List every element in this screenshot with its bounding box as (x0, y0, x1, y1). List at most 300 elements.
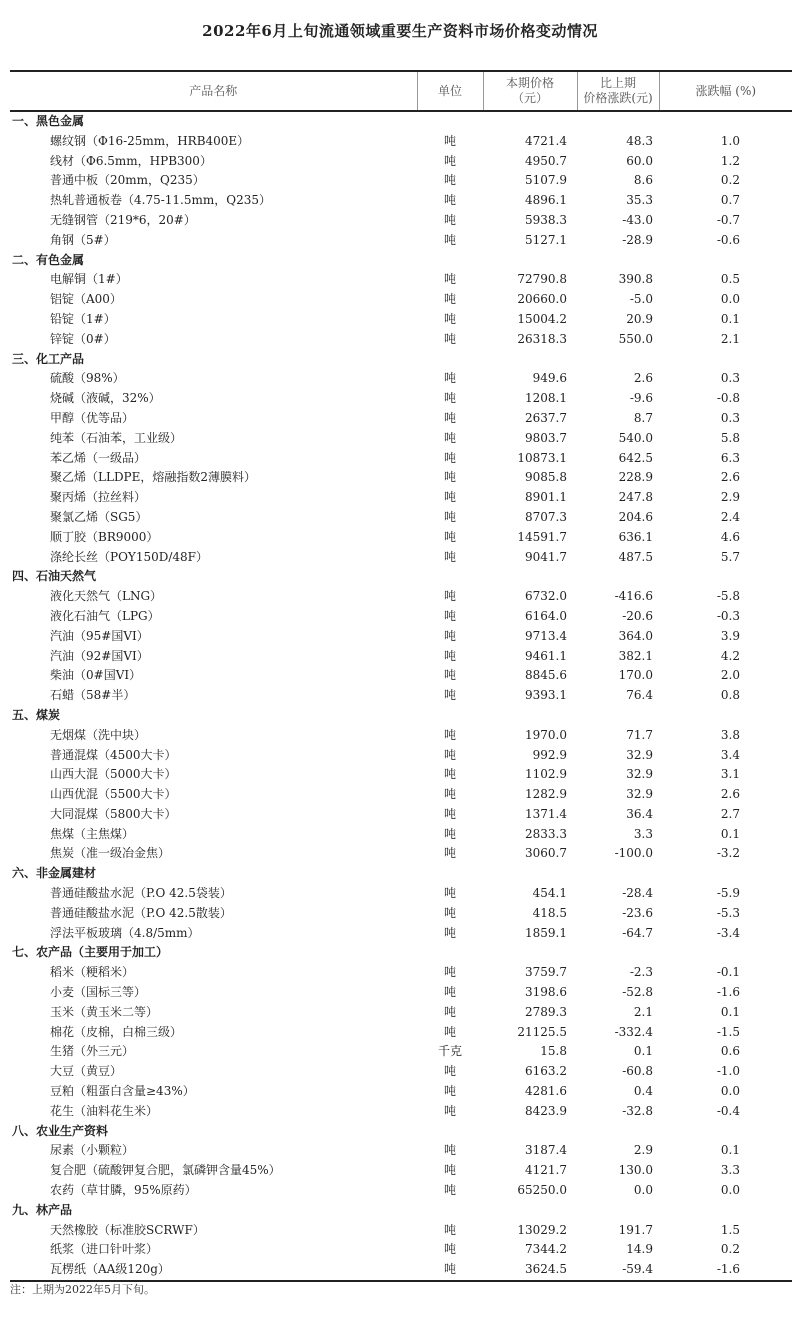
product-name: 锌锭（0#） (50, 331, 116, 346)
table-row (10, 1240, 792, 1260)
product-name: 焦炭（准一级冶金焦） (50, 846, 171, 861)
table-row (10, 1141, 792, 1161)
change-cell: 382.1 (618, 648, 653, 663)
table-row (10, 132, 792, 152)
price-cell: 2637.7 (525, 410, 567, 425)
product-name: 普通混煤（4500大卡） (50, 747, 177, 762)
price-cell: 9803.7 (525, 430, 567, 445)
table-row (10, 1082, 792, 1102)
table-header (10, 71, 792, 111)
table-row (10, 1003, 792, 1023)
unit-cell: 吨 (443, 450, 456, 465)
change-cell: 0.4 (633, 1084, 653, 1099)
unit-cell: 吨 (443, 490, 456, 505)
change-cell: 540.0 (618, 430, 653, 445)
change-cell: 36.4 (626, 806, 653, 821)
table-row (10, 468, 792, 488)
unit-cell: 吨 (443, 648, 456, 663)
price-cell: 20660.0 (517, 292, 567, 307)
change-cell: -60.8 (622, 1064, 653, 1079)
percent-cell: 2.7 (720, 806, 740, 821)
change-cell: -20.6 (622, 608, 653, 623)
percent-cell: 0.1 (720, 826, 740, 841)
table-row (10, 429, 792, 449)
price-cell: 4121.7 (525, 1163, 567, 1178)
product-name: 铝锭（A00） (50, 292, 122, 307)
table-row (10, 765, 792, 785)
change-cell: 0.1 (633, 1044, 653, 1059)
price-cell: 8845.6 (525, 668, 567, 683)
unit-cell: 吨 (443, 668, 456, 683)
price-cell: 6732.0 (525, 589, 567, 604)
unit-cell: 吨 (443, 628, 456, 643)
unit-cell: 吨 (443, 549, 456, 564)
percent-cell: 2.6 (720, 787, 740, 802)
product-name: 烧碱（液碱，32%） (50, 391, 161, 406)
price-cell: 6163.2 (525, 1064, 567, 1079)
percent-cell: 0.8 (720, 688, 740, 703)
price-table (10, 70, 792, 1282)
unit-cell: 吨 (443, 1064, 456, 1079)
change-cell: 60.0 (626, 153, 653, 168)
price-cell: 1970.0 (525, 727, 567, 742)
percent-cell: -3.4 (716, 925, 740, 940)
percent-cell: -0.8 (716, 391, 740, 406)
product-name: 天然橡胶（标准胶SCRWF） (50, 1222, 205, 1237)
price-cell: 454.1 (532, 886, 567, 901)
unit-cell: 吨 (443, 965, 456, 980)
percent-cell: 3.3 (720, 1163, 740, 1178)
percent-cell: 0.0 (720, 292, 740, 307)
change-cell: -43.0 (622, 212, 653, 227)
product-name: 尿素（小颗粒） (50, 1143, 135, 1158)
unit-cell: 吨 (443, 153, 456, 168)
price-cell: 949.6 (532, 371, 567, 386)
category-row (10, 943, 792, 963)
change-cell: 8.7 (633, 410, 653, 425)
product-name: 电解铜（1#） (50, 272, 128, 287)
change-cell: 130.0 (618, 1163, 653, 1178)
product-name: 生猪（外三元） (50, 1044, 135, 1059)
change-cell: -52.8 (622, 985, 653, 1000)
product-name: 硫酸（98%） (50, 371, 125, 386)
price-cell: 5127.1 (525, 232, 567, 247)
table-row (10, 825, 792, 845)
product-name: 苯乙烯（一级品） (50, 450, 147, 465)
percent-cell: -1.0 (716, 1064, 740, 1079)
table-row (10, 983, 792, 1003)
unit-cell: 吨 (443, 391, 456, 406)
product-name: 山西优混（5500大卡） (50, 787, 177, 802)
category-row (10, 251, 792, 271)
product-name: 铅锭（1#） (50, 311, 116, 326)
percent-cell: 2.9 (720, 490, 740, 505)
price-cell: 3759.7 (525, 965, 567, 980)
category-row (10, 1201, 792, 1221)
percent-cell: -1.6 (659, 1260, 792, 1281)
change-cell: 204.6 (618, 509, 653, 524)
category-name: 七、农产品（主要用于加工） (12, 945, 169, 960)
product-name: 大豆（黄豆） (50, 1064, 123, 1079)
change-cell: 32.9 (626, 767, 653, 782)
table-row (10, 627, 792, 647)
product-name: 聚氯乙烯（SG5） (50, 509, 148, 524)
table-row (10, 647, 792, 667)
category-row (10, 111, 792, 132)
price-cell: 8901.1 (525, 490, 567, 505)
table-row (10, 270, 792, 290)
product-name: 焦煤（主焦煤） (50, 826, 135, 841)
percent-cell: -0.6 (716, 232, 740, 247)
product-name: 螺纹钢（Φ16-25mm，HRB400E） (50, 133, 250, 148)
price-cell: 9085.8 (525, 470, 567, 485)
unit-cell: 吨 (443, 985, 456, 1000)
percent-cell: 5.7 (720, 549, 740, 564)
unit-cell: 吨 (443, 1103, 456, 1118)
unit-cell: 吨 (443, 1024, 456, 1039)
price-cell: 1208.1 (525, 391, 567, 406)
category-name: 二、有色金属 (12, 252, 85, 267)
header-current-price-line1: 本期价格 (505, 76, 554, 90)
product-name: 山西大混（5000大卡） (50, 767, 177, 782)
table-row (10, 607, 792, 627)
percent-cell: -1.5 (716, 1024, 740, 1039)
price-cell: 26318.3 (517, 331, 567, 346)
price-cell: 8707.3 (525, 509, 567, 524)
table-row (10, 409, 792, 429)
product-name: 玉米（黄玉米二等） (50, 1004, 159, 1019)
unit-cell: 吨 (417, 1260, 483, 1281)
table-row (10, 231, 792, 251)
change-cell: -23.6 (622, 905, 653, 920)
table-row (10, 449, 792, 469)
header-product-name: 产品名称 (10, 71, 417, 111)
table-row (10, 508, 792, 528)
unit-cell: 吨 (443, 846, 456, 861)
product-name: 无烟煤（洗中块） (50, 727, 147, 742)
price-cell: 5938.3 (525, 212, 567, 227)
unit-cell: 吨 (443, 1143, 456, 1158)
table-body (10, 111, 792, 1281)
change-cell: -9.6 (629, 391, 653, 406)
unit-cell: 吨 (443, 589, 456, 604)
change-cell: -416.6 (614, 589, 653, 604)
change-cell: -32.8 (622, 1103, 653, 1118)
category-row (10, 864, 792, 884)
change-cell: 32.9 (626, 787, 653, 802)
change-cell: 487.5 (618, 549, 653, 564)
category-name: 五、煤炭 (12, 707, 61, 722)
header-price-change (577, 71, 659, 111)
percent-cell: 0.2 (720, 173, 740, 188)
percent-cell: -0.1 (716, 965, 740, 980)
unit-cell: 吨 (443, 509, 456, 524)
percent-cell: 4.6 (720, 529, 740, 544)
change-cell: -64.7 (622, 925, 653, 940)
category-row (10, 706, 792, 726)
table-row (10, 389, 792, 409)
table-row (10, 330, 792, 350)
percent-cell: 2.4 (720, 509, 740, 524)
category-name: 六、非金属建材 (12, 866, 97, 881)
change-cell: 71.7 (626, 727, 653, 742)
price-cell: 3198.6 (525, 985, 567, 1000)
unit-cell: 吨 (443, 1004, 456, 1019)
category-row (10, 567, 792, 587)
price-cell: 21125.5 (517, 1024, 567, 1039)
unit-cell: 吨 (443, 608, 456, 623)
product-name: 大同混煤（5800大卡） (50, 806, 177, 821)
product-name: 纯苯（石油苯，工业级） (50, 430, 183, 445)
price-cell: 8423.9 (525, 1103, 567, 1118)
percent-cell: 0.5 (720, 272, 740, 287)
product-name: 汽油（92#国VI） (50, 648, 149, 663)
product-name: 无缝钢管（219*6，20#） (50, 212, 196, 227)
unit-cell: 吨 (443, 826, 456, 841)
unit-cell: 吨 (443, 212, 456, 227)
change-cell: 390.8 (618, 272, 653, 287)
product-name: 石蜡（58#半） (50, 688, 136, 703)
table-row (10, 666, 792, 686)
table-row (10, 1102, 792, 1122)
table-row (10, 924, 792, 944)
price-cell: 3624.5 (483, 1260, 577, 1281)
table-row (10, 805, 792, 825)
category-name: 九、林产品 (12, 1202, 73, 1217)
percent-cell: 0.1 (720, 1004, 740, 1019)
unit-cell: 吨 (443, 787, 456, 802)
change-cell: 247.8 (618, 490, 653, 505)
product-name: 柴油（0#国VI） (50, 668, 142, 683)
price-cell: 9393.1 (525, 688, 567, 703)
unit-cell: 吨 (443, 311, 456, 326)
product-name: 豆粕（粗蛋白含量≥43%） (50, 1084, 195, 1099)
category-row (10, 350, 792, 370)
unit-cell: 吨 (443, 925, 456, 940)
change-cell: 20.9 (626, 311, 653, 326)
product-name: 稻米（粳稻米） (50, 965, 135, 980)
product-name: 液化天然气（LNG） (50, 589, 163, 604)
unit-cell: 吨 (443, 292, 456, 307)
percent-cell: 0.2 (720, 1242, 740, 1257)
change-cell: 48.3 (626, 133, 653, 148)
percent-cell: 0.1 (720, 1143, 740, 1158)
product-name: 线材（Φ6.5mm，HPB300） (50, 153, 212, 168)
percent-cell: 3.1 (720, 767, 740, 782)
table-row (10, 1042, 792, 1062)
product-name: 聚丙烯（拉丝料） (50, 490, 147, 505)
table-row (10, 726, 792, 746)
product-name: 热轧普通板卷（4.75-11.5mm，Q235） (50, 193, 271, 208)
change-cell: -100.0 (614, 846, 653, 861)
table-row (10, 528, 792, 548)
change-cell: 228.9 (618, 470, 653, 485)
header-price-change-line2: 价格涨跌(元) (583, 91, 653, 105)
table-row (10, 369, 792, 389)
change-cell: 2.6 (633, 371, 653, 386)
product-name: 普通硅酸盐水泥（P.O 42.5袋装） (50, 886, 232, 901)
unit-cell: 吨 (443, 1084, 456, 1099)
unit-cell: 吨 (443, 905, 456, 920)
price-cell: 4950.7 (525, 153, 567, 168)
percent-cell: -3.2 (716, 846, 740, 861)
product-name: 普通硅酸盐水泥（P.O 42.5散装） (50, 905, 232, 920)
percent-cell: -0.3 (716, 608, 740, 623)
change-cell: 3.3 (633, 826, 653, 841)
price-cell: 15004.2 (517, 311, 567, 326)
unit-cell: 吨 (443, 272, 456, 287)
category-name: 四、石油天然气 (12, 569, 97, 584)
table-row (10, 152, 792, 172)
category-name: 八、农业生产资料 (12, 1123, 109, 1138)
product-name: 涤纶长丝（POY150D/48F） (50, 549, 208, 564)
price-cell: 5107.9 (525, 173, 567, 188)
unit-cell: 吨 (443, 193, 456, 208)
percent-cell: 0.7 (720, 193, 740, 208)
price-cell: 7344.2 (525, 1242, 567, 1257)
product-name: 聚乙烯（LLDPE，熔融指数2薄膜料） (50, 470, 257, 485)
change-cell: -28.9 (622, 232, 653, 247)
category-row (10, 1122, 792, 1142)
product-name: 普通中板（20mm，Q235） (50, 173, 205, 188)
change-cell: 191.7 (618, 1222, 653, 1237)
table-row (10, 746, 792, 766)
unit-cell: 吨 (443, 470, 456, 485)
change-cell: 8.6 (633, 173, 653, 188)
unit-cell: 吨 (443, 232, 456, 247)
percent-cell: -0.7 (716, 212, 740, 227)
change-cell: -332.4 (614, 1024, 653, 1039)
change-cell: 364.0 (618, 628, 653, 643)
table-row (10, 686, 792, 706)
change-cell: 550.0 (618, 331, 653, 346)
product-name: 顺丁胶（BR9000） (50, 529, 159, 544)
unit-cell: 吨 (443, 173, 456, 188)
change-cell: 170.0 (618, 668, 653, 683)
change-cell: 2.1 (633, 1004, 653, 1019)
percent-cell: 4.2 (720, 648, 740, 663)
price-cell: 1859.1 (525, 925, 567, 940)
product-name: 纸浆（进口针叶浆） (50, 1242, 159, 1257)
unit-cell: 吨 (443, 767, 456, 782)
table-row (10, 488, 792, 508)
unit-cell: 吨 (443, 1222, 456, 1237)
header-unit: 单位 (417, 71, 483, 111)
change-cell: -5.0 (629, 292, 653, 307)
change-cell: 2.9 (633, 1143, 653, 1158)
percent-cell: 5.8 (720, 430, 740, 445)
product-name: 甲醇（优等品） (50, 410, 135, 425)
table-row (10, 1181, 792, 1201)
change-cell: -59.4 (577, 1260, 659, 1281)
percent-cell: 2.6 (720, 470, 740, 485)
product-name: 花生（油料花生米） (50, 1103, 159, 1118)
table-row (10, 904, 792, 924)
percent-cell: 1.5 (720, 1222, 740, 1237)
table-row (10, 191, 792, 211)
product-name: 农药（草甘膦，95%原药） (50, 1183, 197, 1198)
percent-cell: 0.3 (720, 371, 740, 386)
price-cell: 4896.1 (525, 193, 567, 208)
price-cell: 418.5 (532, 905, 567, 920)
percent-cell: 3.9 (720, 628, 740, 643)
table-row (10, 310, 792, 330)
price-cell: 13029.2 (517, 1222, 567, 1237)
page-title: 2022年6月上旬流通领域重要生产资料市场价格变动情况 (202, 22, 598, 40)
percent-cell: 0.0 (720, 1084, 740, 1099)
price-cell: 2789.3 (525, 1004, 567, 1019)
change-cell: -2.3 (629, 965, 653, 980)
change-cell: 32.9 (626, 747, 653, 762)
percent-cell: 1.0 (720, 133, 740, 148)
table-row (10, 963, 792, 983)
table-row (10, 211, 792, 231)
percent-cell: 3.8 (720, 727, 740, 742)
change-cell: 642.5 (618, 450, 653, 465)
product-name: 瓦楞纸（AA级120g） (10, 1260, 417, 1281)
category-name: 三、化工产品 (12, 351, 85, 366)
change-cell: 35.3 (626, 193, 653, 208)
unit-cell: 吨 (443, 410, 456, 425)
unit-cell: 吨 (443, 1242, 456, 1257)
price-cell: 4281.6 (525, 1084, 567, 1099)
table-row (10, 1260, 792, 1281)
unit-cell: 吨 (443, 727, 456, 742)
header-change-percent: 涨跌幅 (%) (659, 71, 792, 111)
price-cell: 6164.0 (525, 608, 567, 623)
percent-cell: 3.4 (720, 747, 740, 762)
unit-cell: 吨 (443, 331, 456, 346)
unit-cell: 千克 (437, 1044, 462, 1059)
product-name: 角钢（5#） (50, 232, 116, 247)
table-row (10, 785, 792, 805)
change-cell: 636.1 (618, 529, 653, 544)
table-row (10, 1221, 792, 1241)
price-cell: 1371.4 (525, 806, 567, 821)
price-cell: 14591.7 (517, 529, 567, 544)
product-name: 浮法平板玻璃（4.8/5mm） (50, 925, 200, 940)
price-cell: 3060.7 (525, 846, 567, 861)
percent-cell: 6.3 (720, 450, 740, 465)
table-row (10, 587, 792, 607)
price-cell: 9461.1 (525, 648, 567, 663)
product-name: 小麦（国标三等） (50, 985, 147, 1000)
percent-cell: 2.1 (720, 331, 740, 346)
product-name: 棉花（皮棉，白棉三级） (50, 1024, 183, 1039)
table-row (10, 171, 792, 191)
unit-cell: 吨 (443, 430, 456, 445)
percent-cell: 0.6 (720, 1044, 740, 1059)
unit-cell: 吨 (443, 529, 456, 544)
price-cell: 3187.4 (525, 1143, 567, 1158)
percent-cell: -5.3 (716, 905, 740, 920)
change-cell: 14.9 (626, 1242, 653, 1257)
header-price-change-line1: 比上期 (599, 76, 636, 90)
unit-cell: 吨 (443, 133, 456, 148)
percent-cell: 2.0 (720, 668, 740, 683)
change-cell: 76.4 (626, 688, 653, 703)
category-name: 一、黑色金属 (12, 114, 85, 128)
price-cell: 4721.4 (525, 133, 567, 148)
table-row (10, 1062, 792, 1082)
price-cell: 1102.9 (525, 767, 567, 782)
percent-cell: -5.9 (716, 886, 740, 901)
price-cell: 15.8 (540, 1044, 567, 1059)
change-cell: 0.0 (633, 1183, 653, 1198)
price-cell: 1282.9 (525, 787, 567, 802)
price-cell: 72790.8 (517, 272, 567, 287)
percent-cell: 0.1 (720, 311, 740, 326)
